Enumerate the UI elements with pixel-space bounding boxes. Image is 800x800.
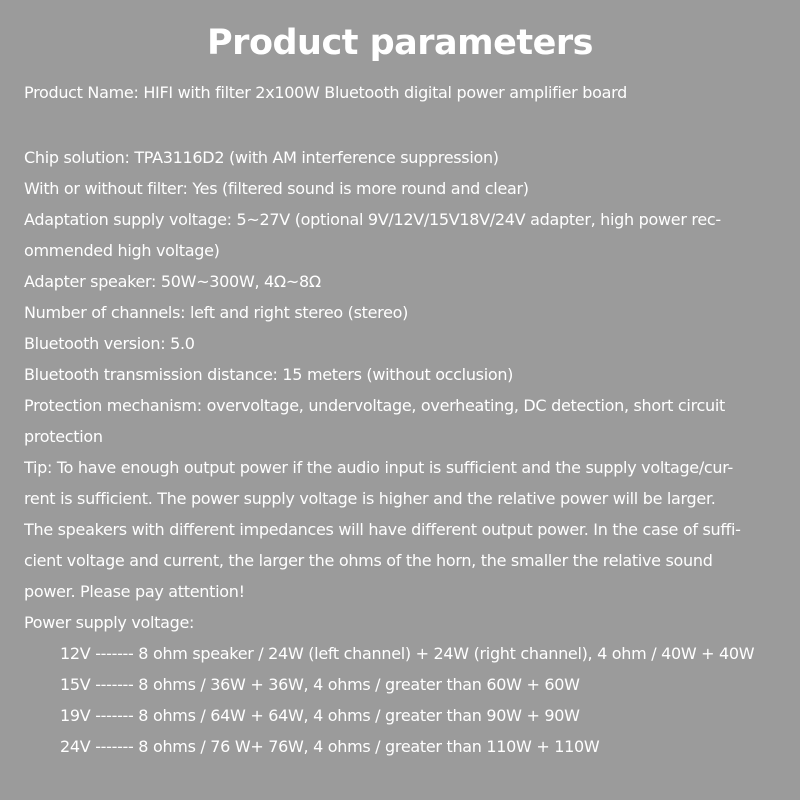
power-supply-heading: Power supply voltage: (24, 613, 195, 632)
spec-line: Adapter speaker: 50W~300W, 4Ω~8Ω (24, 272, 321, 291)
tip-line: power. Please pay attention! (24, 582, 245, 601)
spec-line: protection (24, 427, 103, 446)
voltage-line: 12V ------- 8 ohm speaker / 24W (left channel) + 24W (right channel), 4 ohm / 40W + 40W (60, 644, 755, 663)
spec-list (24, 142, 784, 762)
spec-line: Bluetooth transmission distance: 15 meters (without occlusion) (24, 365, 514, 384)
spec-line: Bluetooth version: 5.0 (24, 334, 195, 353)
tip-line: The speakers with different impedances will have different output power. In the case of suffi- (24, 520, 741, 539)
spec-line: Number of channels: left and right stereo (stereo) (24, 303, 409, 322)
voltage-line: 24V ------- 8 ohms / 76 W+ 76W, 4 ohms / greater than 110W + 110W (60, 737, 600, 756)
voltage-line: 19V ------- 8 ohms / 64W + 64W, 4 ohms / greater than 90W + 90W (60, 706, 580, 725)
spec-line: With or without filter: Yes (filtered sound is more round and clear) (24, 179, 529, 198)
spec-line: Adaptation supply voltage: 5~27V (optional 9V/12V/15V18V/24V adapter, high power rec- (24, 210, 721, 229)
spec-line: Chip solution: TPA3116D2 (with AM interference suppression) (24, 148, 499, 167)
tip-line: rent is sufficient. The power supply voltage is higher and the relative power will be larger. (24, 489, 716, 508)
spec-line: Protection mechanism: overvoltage, undervoltage, overheating, DC detection, short circuit (24, 396, 725, 415)
product-name: Product Name: HIFI with filter 2x100W Bluetooth digital power amplifier board (24, 83, 627, 102)
voltage-line: 15V ------- 8 ohms / 36W + 36W, 4 ohms / greater than 60W + 60W (60, 675, 580, 694)
tip-line: Tip: To have enough output power if the audio input is sufficient and the supply voltage/cur- (24, 458, 733, 477)
spec-line: ommended high voltage) (24, 241, 220, 260)
page-title: Product parameters (207, 23, 593, 63)
tip-line: cient voltage and current, the larger the ohms of the horn, the smaller the relative sound (24, 551, 713, 570)
